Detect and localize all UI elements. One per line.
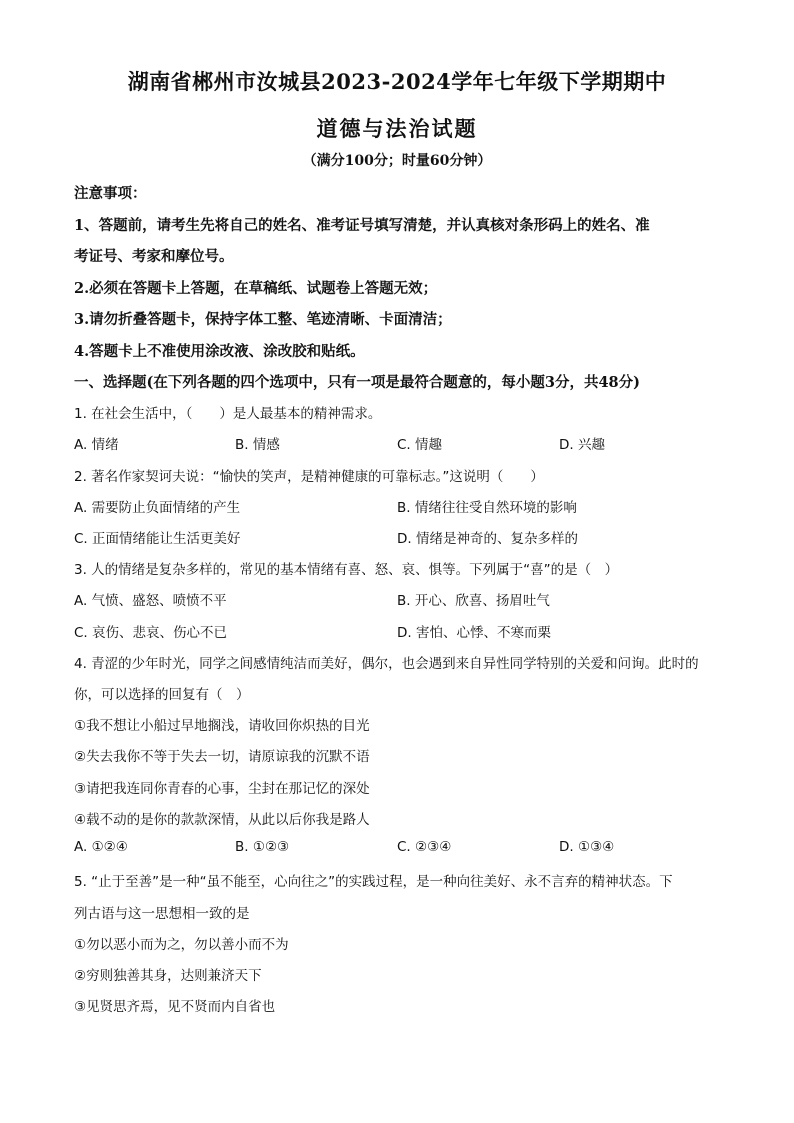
question-statement: ②失去我你不等于失去一切，请原谅我的沉默不语	[74, 749, 370, 765]
question-stem: 3. 人的情绪是复杂多样的，常见的基本情绪有喜、怒、哀、惧等。下列属于“喜”的是（ ）	[74, 562, 619, 578]
question-statement: ①我不想让小船过早地搁浅，请收回你炽热的目光	[74, 718, 370, 734]
option-c: C. 哀伤、悲哀、伤心不已	[74, 625, 228, 641]
option-a: A. 需要防止负面情绪的产生	[74, 500, 241, 516]
exam-title: 湖南省郴州市汝城县2023-2024学年七年级下学期期中	[127, 69, 667, 94]
question-statement: ①勿以恶小而为之，勿以善小而不为	[74, 937, 289, 953]
option-d: D. ①③④	[559, 839, 615, 855]
option-a: A. 情绪	[74, 437, 119, 453]
question-stem: 4. 青涩的少年时光，同学之间感情纯洁而美好，偶尔，也会遇到来自异性同学特别的关爱和问询。此时的	[74, 656, 699, 672]
question-stem: 1. 在社会生活中，（ ）是人最基本的精神需求。	[74, 406, 382, 422]
question-stem: 2. 著名作家契诃夫说：“愉快的笑声，是精神健康的可靠标志。”这说明（ ）	[74, 469, 544, 485]
option-b: B. ①②③	[235, 839, 290, 855]
notice-item: 3.请勿折叠答题卡，保持字体工整、笔迹清晰、卡面清洁；	[74, 311, 452, 328]
option-a: A. ①②④	[74, 839, 128, 855]
notice-item: 考证号、考家和摩位号。	[74, 248, 234, 265]
exam-subject: 道德与法治试题	[316, 116, 478, 141]
option-d: D. 兴趣	[559, 437, 605, 453]
option-a: A. 气愤、盛怒、喷愤不平	[74, 593, 227, 609]
section-heading: 一、选择题(在下列各题的四个选项中，只有一项是最符合题意的，每小题3分，共48分)	[74, 374, 640, 391]
notice-heading: 注意事项：	[74, 185, 147, 202]
question-stem: 你，可以选择的回复有（ ）	[74, 687, 250, 703]
option-d: D. 情绪是神奇的、复杂多样的	[397, 531, 578, 547]
option-b: B. 情感	[235, 437, 280, 453]
question-stem: 5. “止于至善”是一种“虽不能至，心向往之”的实践过程，是一种向往美好、永不言弃的精神状态。下	[74, 874, 673, 890]
question-statement: ③见贤思齐焉，见不贤而内自省也	[74, 999, 276, 1015]
option-b: B. 开心、欣喜、扬眉吐气	[397, 593, 550, 609]
question-statement: ③请把我连同你青春的心事，尘封在那记忆的深处	[74, 781, 370, 797]
question-stem: 列古语与这一思想相一致的是	[74, 906, 250, 922]
option-c: C. 情趣	[397, 437, 443, 453]
option-c: C. 正面情绪能让生活更美好	[74, 531, 241, 547]
option-d: D. 害怕、心悸、不寒而栗	[397, 625, 551, 641]
option-b: B. 情绪往往受自然环境的影响	[397, 500, 577, 516]
notice-item: 4.答题卡上不准使用涂改液、涂改胶和贴纸。	[74, 343, 365, 360]
notice-item: 1、答题前，请考生先将自己的姓名、准考证号填写清楚，并认真核对条形码上的姓名、准	[74, 217, 650, 234]
question-statement: ④载不动的是你的款款深情，从此以后你我是路人	[74, 812, 370, 828]
option-c: C. ②③④	[397, 839, 452, 855]
question-statement: ②穷则独善其身，达则兼济天下	[74, 968, 262, 984]
exam-meta: （满分100分；时量60分钟）	[302, 153, 492, 169]
notice-item: 2.必须在答题卡上答题，在草稿纸、试题卷上答题无效；	[74, 280, 438, 297]
